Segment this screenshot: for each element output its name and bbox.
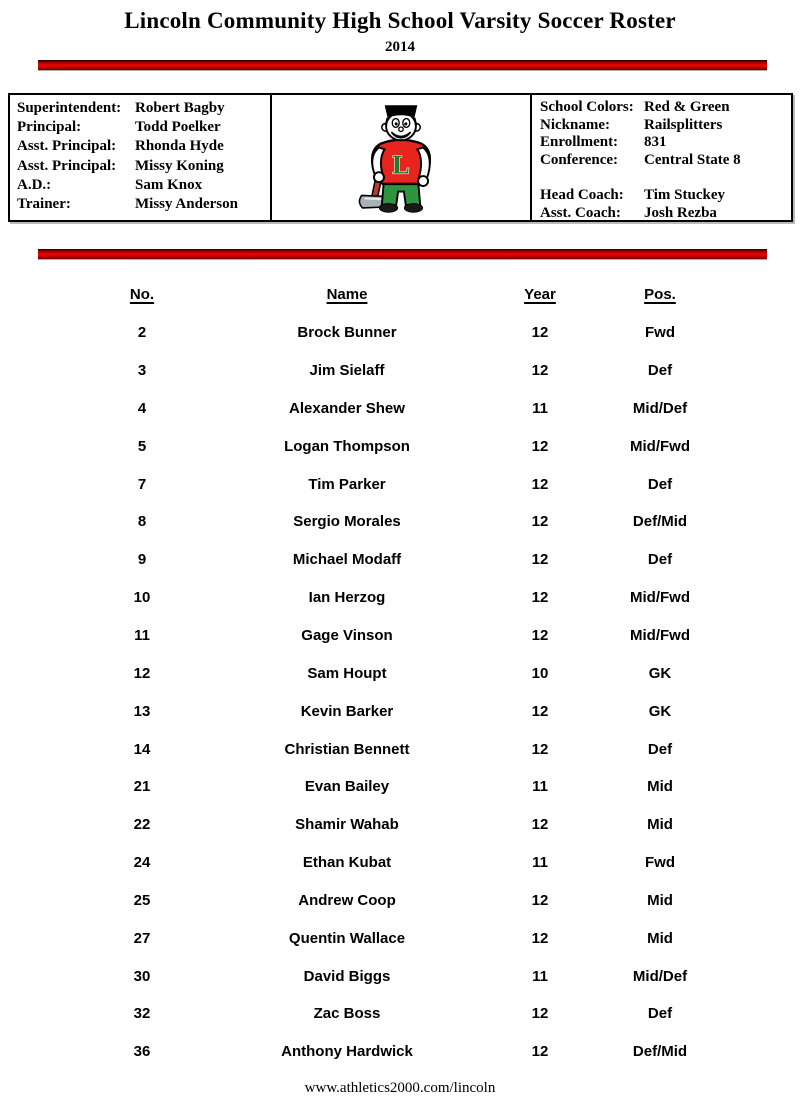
player-position: Def [647, 740, 673, 758]
roster-table [0, 276, 800, 1071]
info-value: Missy Koning [135, 157, 224, 174]
info-row [17, 176, 264, 195]
player-number: 36 [133, 1043, 151, 1061]
player-name: Evan Bailey [304, 778, 390, 796]
info-row [17, 195, 264, 214]
player-year: 12 [531, 324, 549, 342]
table-row [0, 768, 800, 806]
info-row [540, 187, 785, 205]
divider-bar-top [38, 60, 767, 70]
info-row [540, 99, 785, 117]
info-value: Robert Bagby [135, 100, 225, 116]
player-position: Fwd [645, 324, 675, 342]
player-name: Alexander Shew [289, 399, 405, 417]
info-value: Tim Stuckey [644, 186, 725, 203]
divider-bar-middle [38, 249, 767, 259]
table-row [0, 427, 800, 465]
player-number: 2 [137, 324, 147, 342]
info-value: Todd Poelker [135, 119, 221, 136]
player-position: Mid [647, 891, 673, 909]
player-year: 12 [531, 740, 549, 758]
player-position: Mid/Fwd [630, 437, 690, 455]
player-number: 30 [133, 967, 151, 985]
info-row [540, 117, 785, 135]
player-position: GK [648, 702, 672, 720]
info-row [17, 157, 264, 176]
player-number: 22 [133, 816, 151, 834]
info-value: 831 [644, 134, 667, 151]
mascot-cell [270, 95, 532, 220]
player-year: 12 [531, 816, 549, 834]
player-year: 11 [532, 778, 548, 796]
player-number: 11 [134, 627, 150, 645]
table-row [0, 617, 800, 655]
info-row [540, 134, 785, 152]
table-row [0, 919, 800, 957]
player-position: Mid [647, 816, 673, 834]
player-position: Fwd [645, 854, 675, 872]
svg-text:L: L [392, 149, 410, 179]
player-position: Def/Mid [632, 513, 688, 531]
player-name: Jim Sielaff [309, 362, 385, 380]
player-name: Ethan Kubat [302, 854, 392, 872]
player-year: 12 [531, 1005, 549, 1023]
player-name: Michael Modaff [292, 551, 402, 569]
table-row [0, 957, 800, 995]
school-info-cell [532, 95, 791, 220]
player-year: 12 [531, 702, 549, 720]
table-row [0, 995, 800, 1033]
player-position: Mid/Def [632, 399, 688, 417]
player-name: Brock Bunner [297, 324, 397, 342]
player-number: 4 [137, 399, 147, 417]
column-header-year: Year [524, 286, 556, 304]
info-label: Asst. Principal: [17, 138, 117, 155]
info-label: Enrollment: [540, 134, 619, 151]
player-number: 27 [133, 929, 151, 947]
info-label: Asst. Coach: [540, 204, 621, 221]
player-position: Def [647, 362, 673, 380]
table-row [0, 730, 800, 768]
player-position: Mid [647, 929, 673, 947]
info-label: Asst. Principal: [17, 157, 117, 174]
player-year: 12 [531, 891, 549, 909]
info-row [540, 152, 785, 170]
player-name: Anthony Hardwick [281, 1043, 413, 1061]
player-year: 12 [531, 589, 549, 607]
school-list [540, 99, 785, 169]
player-year: 12 [531, 929, 549, 947]
staff-info-cell [10, 95, 270, 220]
table-row [0, 465, 800, 503]
info-row [540, 205, 785, 223]
player-name: Kevin Barker [300, 702, 394, 720]
table-row [0, 654, 800, 692]
info-value: Missy Anderson [135, 196, 238, 213]
column-header-no: No. [129, 286, 155, 304]
player-number: 7 [137, 475, 147, 493]
info-label: Conference: [540, 151, 619, 168]
table-row [0, 541, 800, 579]
player-number: 13 [133, 702, 151, 720]
player-year: 12 [531, 362, 549, 380]
coach-list [540, 187, 785, 222]
info-row [17, 118, 264, 137]
table-row [0, 692, 800, 730]
player-name: Shamir Wahab [295, 816, 399, 834]
player-name: Tim Parker [308, 475, 386, 493]
player-name: David Biggs [303, 967, 391, 985]
info-value: Josh Rezba [644, 204, 717, 221]
info-label: School Colors: [540, 99, 634, 115]
info-row [17, 99, 264, 118]
table-row [0, 882, 800, 920]
player-position: Mid/Fwd [630, 627, 690, 645]
column-header-name: Name [326, 286, 368, 304]
table-row [0, 390, 800, 428]
player-name: Zac Boss [313, 1005, 381, 1023]
roster-rows [0, 314, 800, 1071]
player-number: 5 [137, 437, 147, 455]
player-year: 10 [531, 664, 549, 682]
player-name: Logan Thompson [284, 437, 410, 455]
player-name: Christian Bennett [284, 740, 410, 758]
footer-url: www.athletics2000.com/lincoln [304, 1080, 496, 1096]
info-value: Railsplitters [644, 116, 723, 133]
info-label: Trainer: [17, 196, 71, 213]
player-year: 12 [531, 513, 549, 531]
info-label: Superintendent: [17, 100, 122, 116]
player-position: Mid/Fwd [630, 589, 690, 607]
info-label: Principal: [17, 119, 82, 136]
player-number: 14 [133, 740, 151, 758]
player-number: 9 [137, 551, 147, 569]
table-row [0, 352, 800, 390]
player-name: Gage Vinson [301, 627, 393, 645]
player-name: Sam Houpt [307, 664, 387, 682]
player-position: Mid [647, 778, 673, 796]
player-position: Def [647, 1005, 673, 1023]
player-name: Sergio Morales [293, 513, 401, 531]
info-box [8, 93, 793, 222]
player-year: 11 [532, 967, 548, 985]
player-year: 12 [531, 551, 549, 569]
player-number: 8 [137, 513, 147, 531]
player-number: 10 [133, 589, 151, 607]
info-label: Nickname: [540, 116, 610, 133]
railsplitter-mascot-logo [353, 99, 449, 217]
player-number: 12 [133, 664, 151, 682]
table-row [0, 503, 800, 541]
info-value: Central State 8 [644, 151, 741, 168]
player-name: Quentin Wallace [288, 929, 406, 947]
player-year: 12 [531, 475, 549, 493]
table-row [0, 1033, 800, 1071]
player-year: 12 [531, 1043, 549, 1061]
player-number: 3 [137, 362, 147, 380]
player-position: Def/Mid [632, 1043, 688, 1061]
table-row [0, 314, 800, 352]
player-number: 21 [133, 778, 151, 796]
player-name: Andrew Coop [298, 891, 396, 909]
player-position: Mid/Def [632, 967, 688, 985]
column-header-pos: Pos. [644, 286, 676, 304]
player-year: 12 [531, 437, 549, 455]
info-label: A.D.: [17, 176, 52, 193]
player-number: 25 [133, 891, 151, 909]
info-value: Rhonda Hyde [135, 138, 224, 155]
player-name: Ian Herzog [308, 589, 386, 607]
page-title: Lincoln Community High School Varsity Soccer Roster [124, 8, 676, 33]
school-info-spacer [540, 169, 785, 187]
info-value: Sam Knox [135, 176, 203, 193]
player-year: 12 [531, 627, 549, 645]
page-year: 2014 [385, 39, 415, 55]
roster-header-row [0, 276, 800, 314]
player-position: GK [648, 664, 672, 682]
info-row [17, 137, 264, 156]
info-value: Red & Green [644, 99, 730, 115]
player-position: Def [647, 475, 673, 493]
player-number: 24 [133, 854, 151, 872]
table-row [0, 844, 800, 882]
player-number: 32 [133, 1005, 151, 1023]
player-position: Def [647, 551, 673, 569]
table-row [0, 806, 800, 844]
info-label: Head Coach: [540, 186, 624, 203]
player-year: 11 [532, 399, 548, 417]
table-row [0, 579, 800, 617]
player-year: 11 [532, 854, 548, 872]
